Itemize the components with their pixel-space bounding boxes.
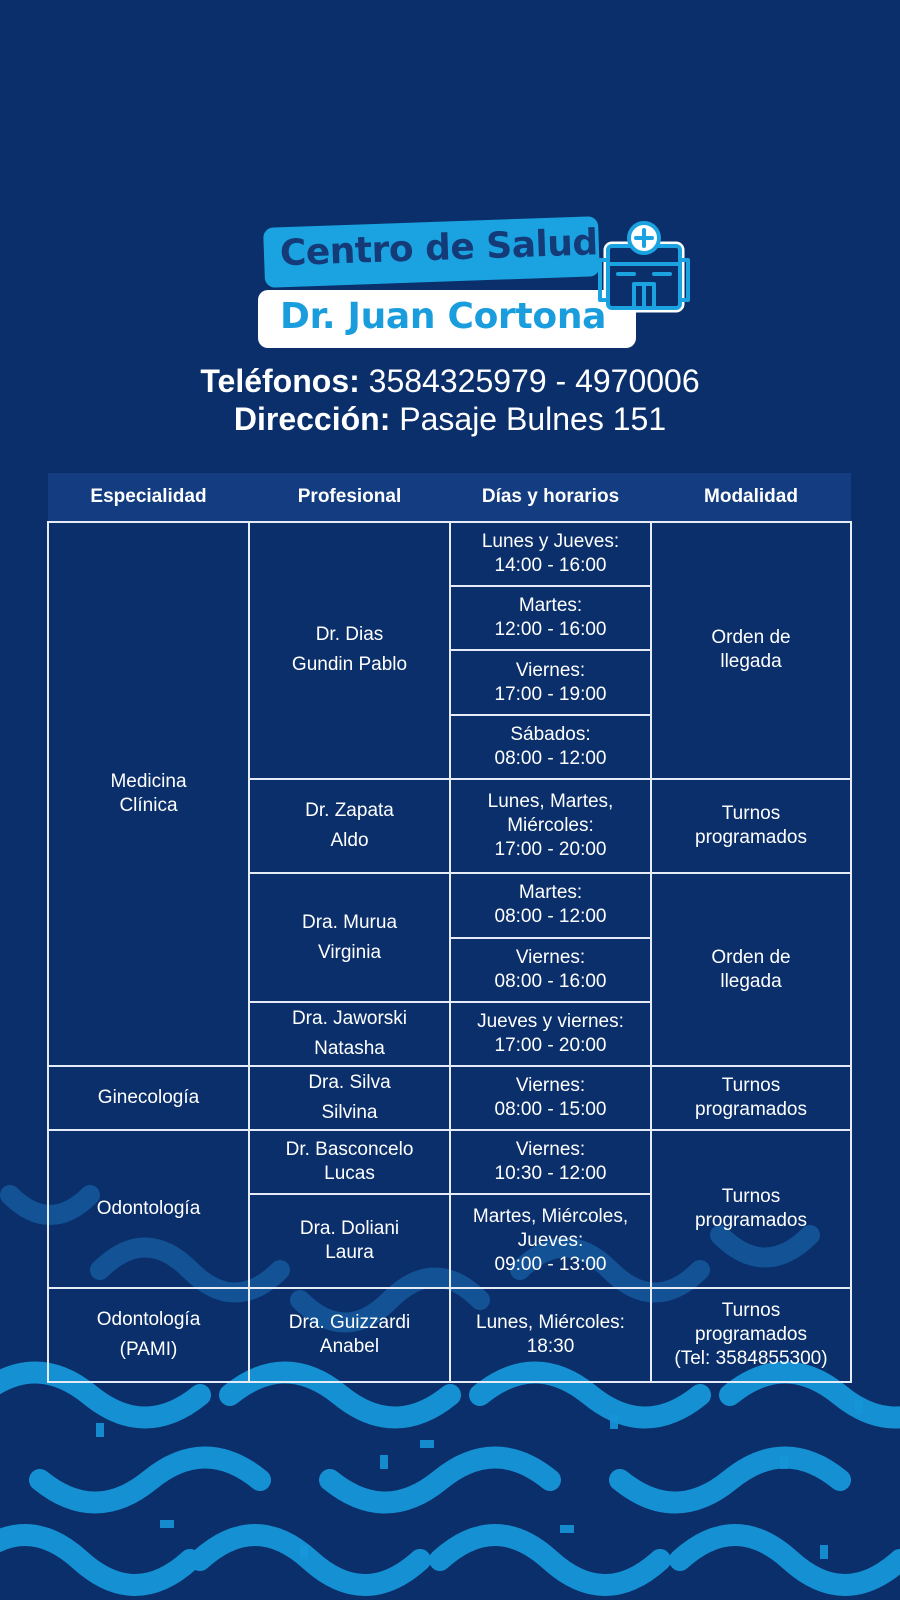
professional-cell: [249, 1288, 450, 1382]
professional-line: Laura: [325, 1242, 374, 1263]
schedule-cell: [450, 522, 651, 586]
modality-cell: [651, 1288, 851, 1382]
schedule-line: 08:00 - 12:00: [494, 906, 607, 928]
schedule-line: Jueves:: [517, 1230, 584, 1251]
logo-subtitle: Dr. Juan Cortona: [280, 296, 607, 337]
schedule-cell: [450, 1130, 651, 1194]
schedule-line: Martes:: [518, 595, 583, 617]
schedule-line: 17:00 - 20:00: [494, 1034, 607, 1056]
schedule-line: Jueves y viernes:: [477, 1010, 624, 1032]
contact-info: [0, 362, 900, 438]
schedule-line: Sábados:: [510, 723, 591, 745]
schedule-line: 09:00 - 13:00: [494, 1254, 607, 1275]
modality-line: Turnos: [721, 803, 781, 825]
table-row: [48, 1130, 851, 1194]
professional-line: Gundin Pablo: [291, 654, 408, 676]
health-center-logo: [258, 214, 698, 354]
schedule-cell: [450, 938, 651, 1002]
logo-banner-top: [263, 216, 600, 288]
phones-line: [0, 362, 900, 400]
schedule-line: 18:30: [526, 1336, 575, 1357]
schedule-cell: [450, 1002, 651, 1066]
professional-cell: [249, 1194, 450, 1288]
specialty-line: Clínica: [119, 795, 178, 816]
modality-line: programados: [695, 827, 807, 849]
professional-line: Dra. Silva: [308, 1072, 391, 1093]
schedule-line: Miércoles:: [507, 815, 594, 837]
header-professional: Profesional: [249, 473, 450, 522]
specialty-line: (PAMI): [119, 1339, 178, 1360]
address-value: Pasaje Bulnes 151: [399, 401, 667, 437]
specialty-line: Odontología: [96, 1198, 201, 1219]
professional-cell: [249, 1002, 450, 1066]
schedule-line: Lunes, Miércoles:: [476, 1312, 625, 1333]
professional-line: Dra. Jaworski: [291, 1007, 408, 1029]
modality-line: Orden de: [711, 946, 791, 968]
logo-title: Centro de Salud: [279, 222, 599, 275]
schedule-cell: [450, 1194, 651, 1288]
header-specialty: Especialidad: [48, 473, 249, 522]
table-row: [48, 1066, 851, 1130]
schedule-cell: [450, 715, 651, 779]
professional-line: Natasha: [314, 1037, 385, 1059]
header-schedule: Días y horarios: [450, 473, 651, 522]
professional-cell: [249, 522, 450, 779]
modality-line: programados: [695, 1210, 807, 1231]
schedule-cell: [450, 1288, 651, 1382]
phones-label: Teléfonos:: [200, 363, 360, 399]
schedule-cell: [450, 650, 651, 714]
schedule-line: 08:00 - 15:00: [494, 1099, 607, 1120]
schedule-line: 08:00 - 16:00: [494, 970, 607, 992]
modality-cell: [651, 1130, 851, 1288]
specialty-cell: [48, 522, 249, 1066]
schedule-line: Viernes:: [515, 659, 586, 681]
schedule-line: Viernes:: [515, 1139, 586, 1160]
professional-cell: [249, 873, 450, 1001]
table-row: [48, 1288, 851, 1382]
modality-line: llegada: [720, 970, 782, 992]
professional-line: Silvina: [321, 1102, 378, 1123]
modality-line: Turnos: [721, 1075, 781, 1096]
modality-cell: [651, 779, 851, 873]
specialty-cell: [48, 1130, 249, 1288]
specialty-line: Medicina: [110, 771, 187, 792]
specialty-cell: [48, 1066, 249, 1130]
schedule-line: Martes:: [518, 882, 583, 904]
schedule-line: Viernes:: [515, 946, 586, 968]
modality-cell: [651, 522, 851, 779]
modality-line: Turnos: [721, 1186, 781, 1207]
table-row: [48, 522, 851, 586]
schedule-cell: [450, 779, 651, 873]
hospital-building-icon: [594, 218, 694, 318]
modality-line: llegada: [720, 651, 782, 673]
schedule-line: 17:00 - 19:00: [494, 683, 607, 705]
professional-line: Dr. Basconcelo: [285, 1139, 414, 1160]
header-modality: Modalidad: [651, 473, 851, 522]
schedule-line: 08:00 - 12:00: [494, 747, 607, 769]
professional-line: Dr. Dias: [315, 624, 384, 646]
professional-cell: [249, 779, 450, 873]
professional-line: Dra. Doliani: [299, 1218, 400, 1239]
modality-line: programados: [695, 1099, 807, 1120]
schedule-line: 14:00 - 16:00: [494, 555, 607, 577]
professional-line: Anabel: [319, 1336, 380, 1357]
specialty-line: Ginecología: [97, 1087, 200, 1108]
schedule-line: 12:00 - 16:00: [494, 619, 607, 641]
schedule-line: Martes, Miércoles,: [472, 1206, 629, 1227]
professional-line: Aldo: [330, 830, 369, 852]
schedule-table-lower: [47, 1065, 852, 1383]
address-label: Dirección:: [233, 401, 391, 437]
schedule-line: Lunes y Jueves:: [481, 531, 620, 553]
schedule-cell: [450, 1066, 651, 1130]
schedule-line: 10:30 - 12:00: [494, 1163, 607, 1184]
modality-line: Orden de: [711, 627, 791, 649]
schedule-cell: [450, 586, 651, 650]
logo-banner-bottom: [258, 290, 636, 348]
professional-line: Virginia: [317, 941, 382, 963]
address-line: [0, 400, 900, 438]
schedule-line: Lunes, Martes,: [487, 791, 614, 813]
modality-line: Turnos: [721, 1300, 781, 1321]
modality-line: (Tel: 3584855300): [674, 1348, 828, 1369]
professional-line: Dra. Murua: [301, 911, 398, 933]
specialty-line: Odontología: [96, 1309, 201, 1330]
modality-cell: [651, 873, 851, 1066]
professional-line: Dra. Guizzardi: [288, 1312, 411, 1333]
schedule-table: [47, 473, 852, 1067]
modality-cell: [651, 1066, 851, 1130]
schedule-cell: [450, 873, 651, 937]
schedule-line: Viernes:: [515, 1075, 586, 1096]
specialty-cell: [48, 1288, 249, 1382]
schedule-line: 17:00 - 20:00: [494, 839, 607, 861]
professional-line: Dr. Zapata: [305, 800, 394, 822]
professional-cell: [249, 1066, 450, 1130]
phones-value: 3584325979 - 4970006: [368, 363, 700, 399]
professional-cell: [249, 1130, 450, 1194]
modality-line: programados: [695, 1324, 807, 1345]
professional-line: Lucas: [324, 1163, 375, 1184]
table-header-row: [48, 473, 851, 522]
